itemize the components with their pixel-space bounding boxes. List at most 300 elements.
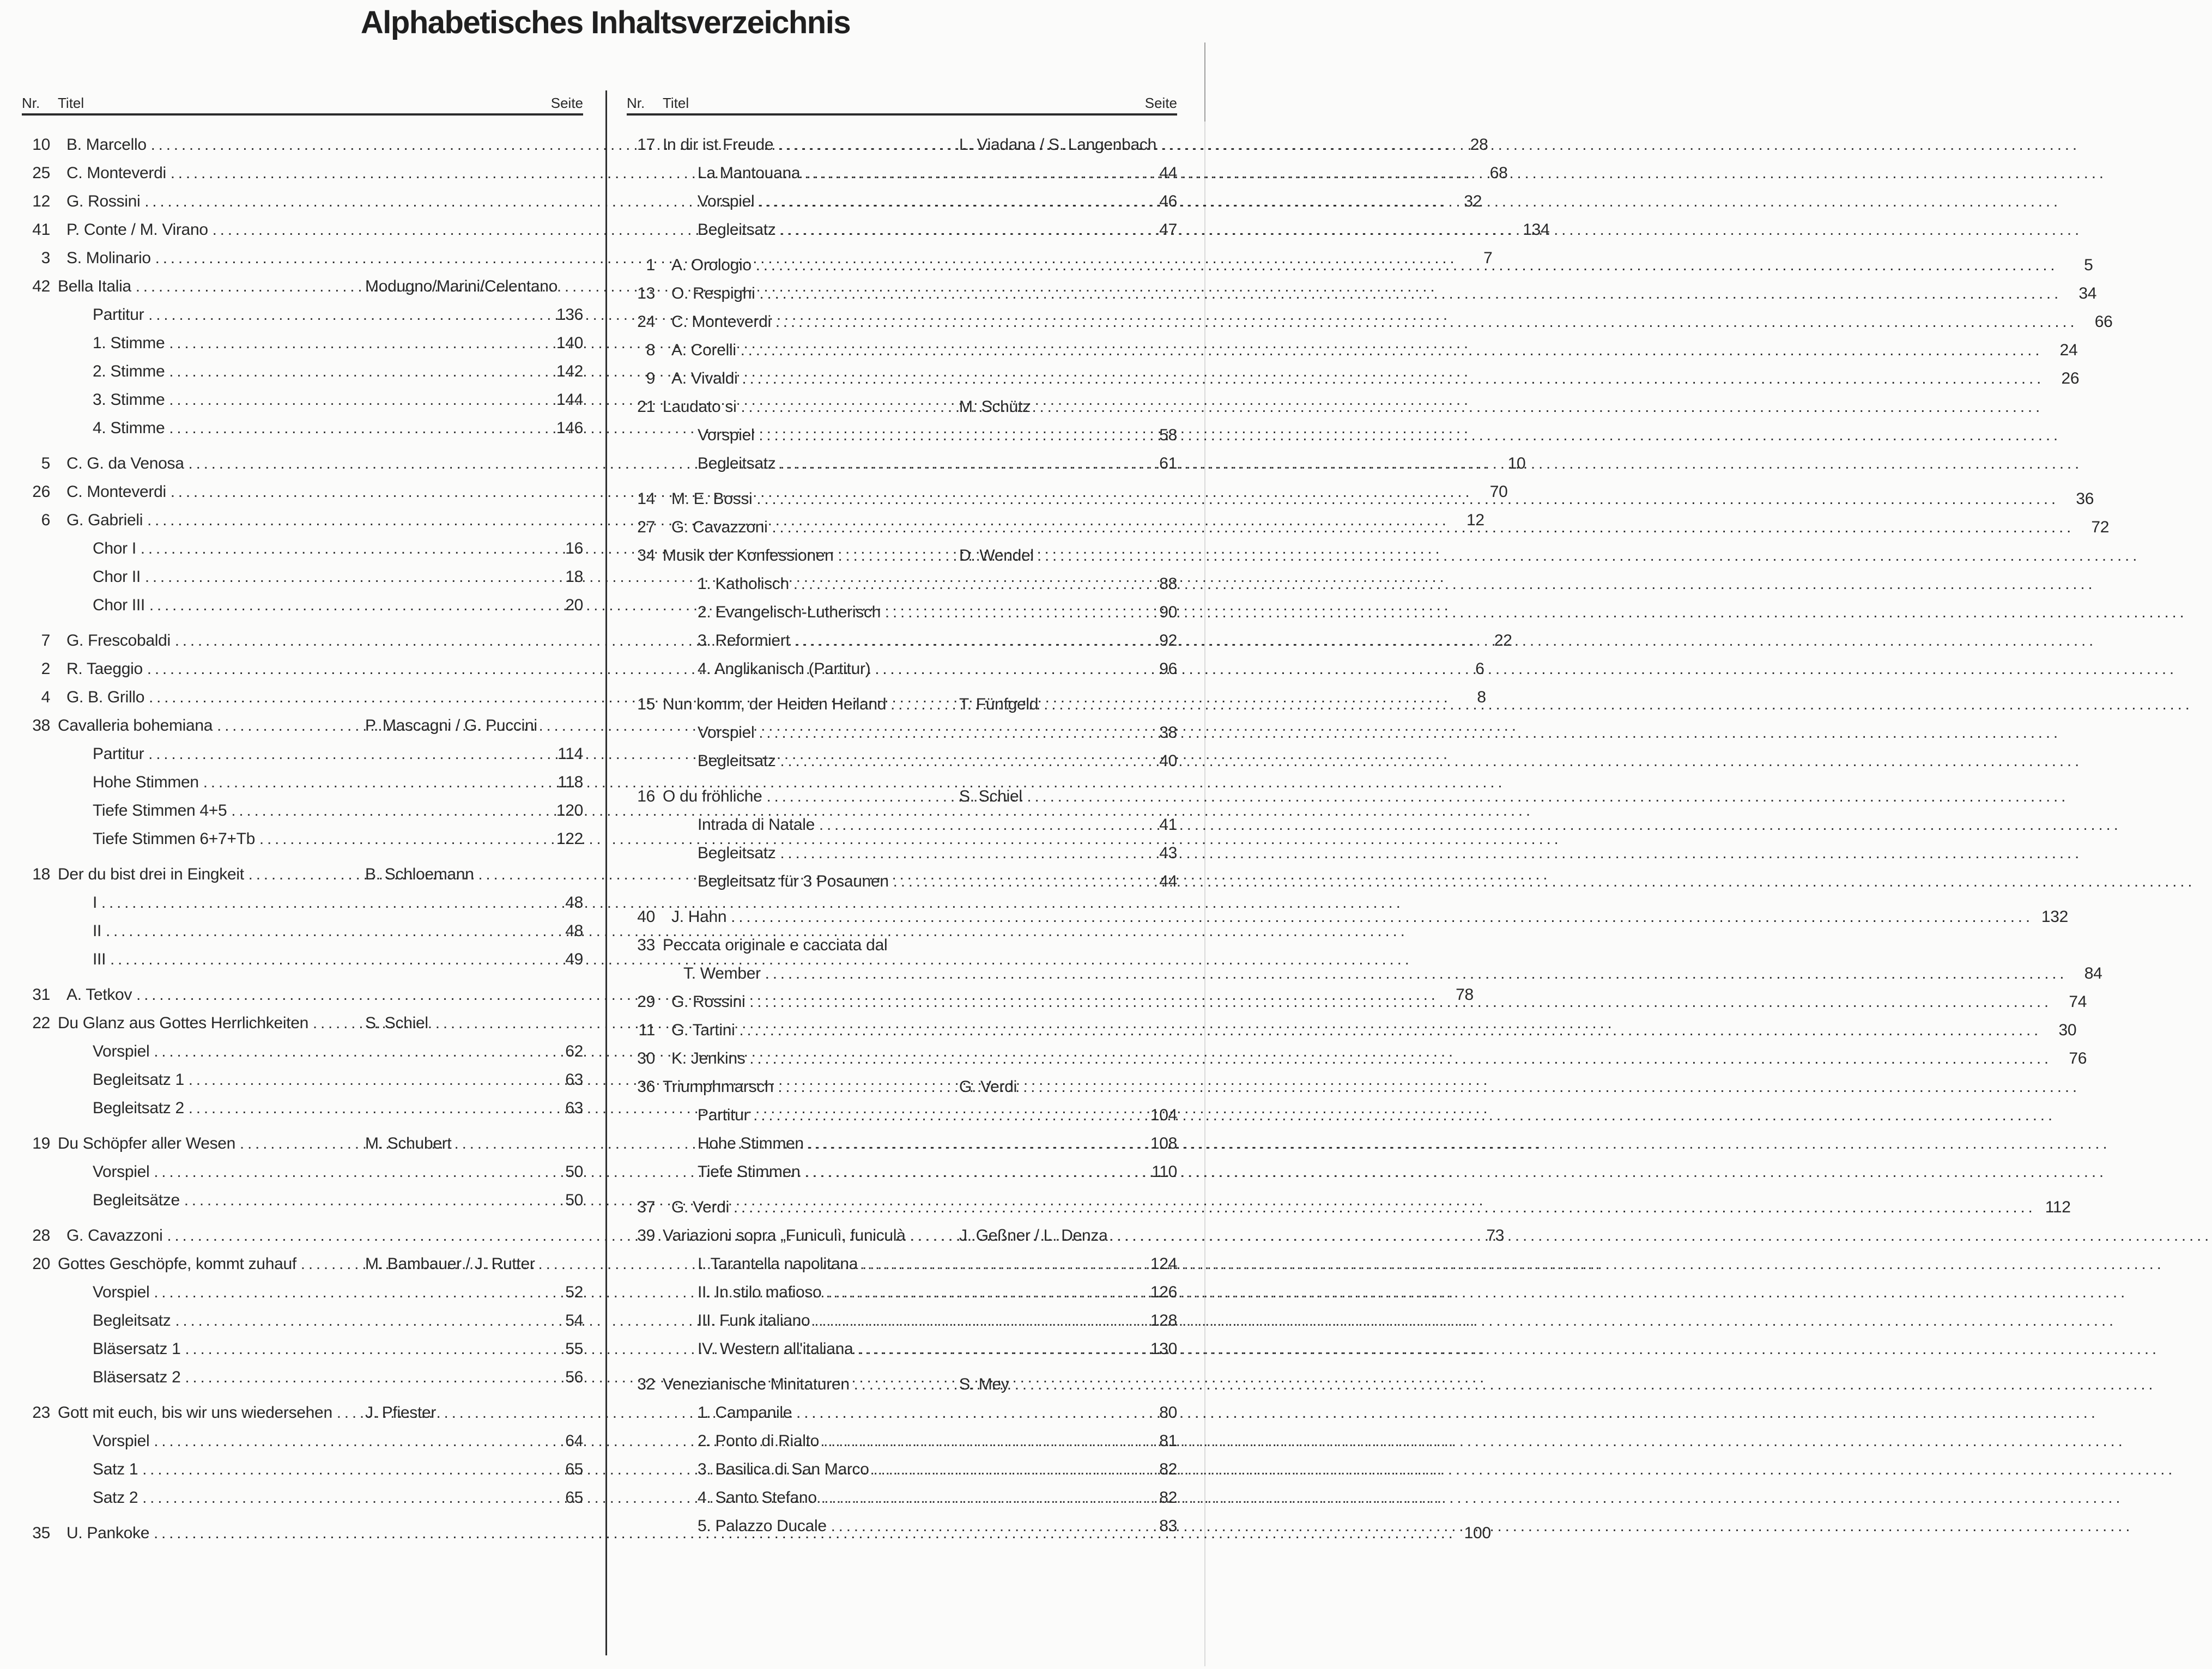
toc-entry bbox=[627, 131, 1177, 159]
toc-subentry bbox=[627, 570, 1177, 598]
entry-number: 38 bbox=[32, 717, 50, 735]
entry-title: Vorspiel bbox=[698, 724, 755, 742]
entry-title: Partitur bbox=[93, 306, 144, 324]
entry-title: Begleitsatz bbox=[698, 454, 776, 472]
toc-entry bbox=[22, 860, 583, 889]
entry-title: Chor I bbox=[93, 539, 136, 557]
dot-leader bbox=[819, 811, 1142, 839]
dot-leader bbox=[814, 1307, 1142, 1335]
composer-cell bbox=[959, 690, 1177, 719]
entry-number: 26 bbox=[32, 483, 50, 501]
entry-title: Vorspiel bbox=[698, 426, 755, 444]
entry-composer: Modugno/Marini/Celentano bbox=[365, 277, 558, 295]
page-number: 40 bbox=[1159, 752, 1177, 770]
dot-leader bbox=[337, 1399, 361, 1427]
entry-title: Cavalleria bohemiana bbox=[58, 717, 213, 735]
dot-leader bbox=[874, 1455, 1142, 1484]
entry-number: 30 bbox=[637, 1049, 655, 1067]
dot-leader bbox=[838, 542, 955, 570]
dot-leader bbox=[796, 1399, 1142, 1427]
entry-composer: O. Respighi bbox=[671, 284, 755, 302]
dot-leader bbox=[142, 1484, 548, 1512]
dot-leader bbox=[749, 1045, 2052, 1073]
entry-title: Satz 1 bbox=[93, 1460, 138, 1478]
page-number: 72 bbox=[2091, 518, 2110, 536]
entry-number: 40 bbox=[637, 908, 655, 926]
page-number: 88 bbox=[1159, 575, 1177, 593]
entry-number: 16 bbox=[637, 787, 655, 805]
dot-leader bbox=[185, 1335, 548, 1363]
dot-leader bbox=[169, 414, 548, 442]
page-number: 140 bbox=[556, 334, 583, 352]
entry-number: 39 bbox=[637, 1227, 655, 1245]
entry-title: IV. Western all'italiana bbox=[698, 1340, 853, 1358]
page-number: 100 bbox=[1464, 1524, 1491, 1542]
toc-entry bbox=[22, 712, 583, 740]
composer-cell bbox=[671, 251, 2093, 280]
entry-number: 41 bbox=[32, 221, 50, 239]
dot-leader bbox=[110, 945, 548, 974]
dot-leader bbox=[169, 329, 548, 357]
entry-title: Du Schöpfer aller Wesen bbox=[58, 1134, 236, 1152]
dot-leader bbox=[142, 1455, 548, 1484]
entry-title: 3. Basilica di San Marco bbox=[698, 1460, 869, 1478]
entry-title: 2. Evangelisch-Lutherisch bbox=[698, 603, 881, 621]
header-nr: Nr. bbox=[627, 95, 645, 111]
page-number: 65 bbox=[565, 1489, 583, 1507]
composer-cell bbox=[959, 542, 1177, 570]
toc-subentry bbox=[22, 1186, 583, 1215]
toc-entry bbox=[627, 280, 2097, 308]
toc-subentry bbox=[22, 1307, 583, 1335]
page-number: 70 bbox=[1489, 483, 1508, 501]
entry-title: Peccata originale e cacciata dal bbox=[663, 936, 888, 954]
entry-composer: S. Schiel bbox=[959, 787, 1022, 805]
toc-subentry bbox=[22, 563, 583, 591]
page-number: 96 bbox=[1159, 660, 1177, 678]
toc-entry bbox=[627, 931, 1177, 960]
page-number: 108 bbox=[1150, 1134, 1177, 1152]
dot-leader bbox=[767, 782, 955, 811]
composer-cell bbox=[671, 365, 2079, 393]
composer-cell bbox=[365, 1130, 583, 1158]
entry-title: Gottes Geschöpfe, kommt zuhauf bbox=[58, 1255, 296, 1273]
entry-composer: B. Schloemann bbox=[365, 865, 474, 883]
entry-number: 37 bbox=[637, 1198, 655, 1216]
entry-title: Vorspiel bbox=[93, 1042, 150, 1060]
dot-leader bbox=[759, 421, 1142, 450]
entry-title: I bbox=[93, 894, 98, 912]
entry-composer: C. Monteverdi bbox=[66, 164, 166, 182]
entry-title: Chor II bbox=[93, 568, 141, 586]
page-number: 120 bbox=[556, 802, 583, 820]
toc-subentry bbox=[22, 889, 583, 917]
entry-composer: C. Monteverdi bbox=[66, 483, 166, 501]
toc-subentry bbox=[22, 1278, 583, 1307]
entry-composer: A. Corelli bbox=[671, 341, 736, 359]
composer-cell bbox=[959, 131, 1177, 159]
entry-title: Tiefe Stimmen 6+7+Tb bbox=[93, 830, 256, 848]
composer-cell bbox=[959, 1222, 1177, 1250]
dot-leader bbox=[780, 747, 1142, 775]
entry-title: Intrada di Natale bbox=[698, 816, 815, 834]
dot-leader bbox=[185, 1363, 548, 1392]
page-number: 104 bbox=[1150, 1106, 1177, 1124]
toc-entry bbox=[627, 782, 1177, 811]
entry-number: 31 bbox=[32, 986, 50, 1004]
entry-number: 9 bbox=[646, 369, 655, 387]
column-header-right bbox=[627, 93, 1177, 113]
page-number: 46 bbox=[1159, 192, 1177, 210]
page-number: 52 bbox=[565, 1283, 583, 1301]
entry-title: Begleitsatz für 3 Posaunen bbox=[698, 872, 889, 890]
toc-entry bbox=[627, 251, 2093, 280]
dot-leader bbox=[149, 591, 548, 620]
entry-composer: A. Orologio bbox=[671, 256, 752, 274]
toc-entry bbox=[22, 1250, 583, 1278]
toc-subentry bbox=[22, 1158, 583, 1186]
entry-composer: M. Schütz bbox=[959, 398, 1031, 416]
toc-subentry bbox=[22, 386, 583, 414]
page-number: 92 bbox=[1159, 632, 1177, 650]
toc-entry bbox=[627, 365, 2080, 393]
entry-number: 14 bbox=[637, 490, 655, 508]
toc-entry bbox=[22, 272, 583, 301]
entry-title: In dir ist Freude bbox=[663, 136, 774, 154]
dot-leader bbox=[885, 598, 1142, 627]
dot-leader bbox=[301, 1250, 361, 1278]
entry-title: Chor III bbox=[93, 596, 145, 614]
dot-leader bbox=[759, 719, 1142, 747]
toc-entry bbox=[627, 1045, 2087, 1073]
toc-subentry bbox=[22, 357, 583, 386]
entry-number: 22 bbox=[32, 1014, 50, 1032]
entry-title: Partitur bbox=[93, 745, 144, 763]
entry-title: 3. Stimme bbox=[93, 391, 165, 409]
entry-title: Hohe Stimmen bbox=[698, 1134, 804, 1152]
entry-title: Hohe Stimmen bbox=[93, 773, 199, 791]
toc-entry bbox=[627, 393, 1177, 421]
toc-subentry bbox=[22, 1335, 583, 1363]
dot-leader bbox=[101, 889, 548, 917]
page-number: 24 bbox=[2059, 341, 2078, 359]
entry-composer: D. Wendel bbox=[959, 547, 1034, 565]
page-number: 8 bbox=[1477, 688, 1486, 706]
entry-composer: G. Frescobaldi bbox=[66, 632, 171, 650]
page-number: 7 bbox=[1483, 249, 1493, 267]
entry-title: Begleitsatz bbox=[93, 1312, 171, 1330]
dot-leader bbox=[741, 336, 2043, 365]
toc-subentry bbox=[22, 301, 583, 329]
page-number: 18 bbox=[565, 568, 583, 586]
entry-composer: K. Jenkins bbox=[671, 1049, 746, 1067]
entry-title: 1. Katholisch bbox=[698, 575, 789, 593]
entry-number: 7 bbox=[41, 632, 50, 650]
entry-title: 3. Reformiert bbox=[698, 632, 790, 650]
page-number: 110 bbox=[1152, 1163, 1177, 1181]
toc-subentry bbox=[627, 1130, 1177, 1158]
dot-leader bbox=[740, 1016, 2042, 1045]
composer-cell bbox=[365, 1009, 583, 1037]
page-number: 43 bbox=[1159, 844, 1177, 862]
entry-title: II. In stilo mafioso bbox=[698, 1283, 822, 1301]
entry-composer: A. Tetkov bbox=[66, 986, 132, 1004]
dot-leader bbox=[756, 251, 2058, 280]
entry-title: Du Glanz aus Gottes Herrlichkeiten bbox=[58, 1014, 309, 1032]
entry-number: 24 bbox=[637, 313, 655, 331]
entry-title: Begleitsatz 2 bbox=[93, 1099, 184, 1117]
toc-subentry bbox=[627, 421, 1177, 450]
entry-title: Tiefe Stimmen 4+5 bbox=[93, 802, 227, 820]
composer-cell bbox=[365, 272, 583, 301]
dot-leader bbox=[890, 690, 955, 719]
toc-subentry bbox=[22, 797, 583, 825]
dot-leader bbox=[765, 960, 2068, 988]
toc-subentry bbox=[22, 1363, 583, 1392]
composer-cell bbox=[671, 485, 2094, 513]
entry-title: Vorspiel bbox=[93, 1432, 150, 1450]
page-number: 36 bbox=[2076, 490, 2094, 508]
entry-composer: C. Monteverdi bbox=[671, 313, 771, 331]
page-number: 58 bbox=[1159, 426, 1177, 444]
entry-title: Tiefe Stimmen bbox=[698, 1163, 801, 1181]
toc-subentry bbox=[22, 329, 583, 357]
entry-composer: G. B. Grillo bbox=[66, 688, 145, 706]
composer-cell bbox=[959, 1073, 1177, 1101]
entry-number: 19 bbox=[32, 1134, 50, 1152]
entry-title: Satz 2 bbox=[93, 1489, 138, 1507]
page-number: 48 bbox=[565, 922, 583, 940]
toc-entry bbox=[627, 1073, 1177, 1101]
toc-entry bbox=[627, 690, 1177, 719]
entry-number: 15 bbox=[637, 695, 655, 713]
dot-leader bbox=[772, 513, 2074, 542]
column-header-left bbox=[22, 93, 583, 113]
dot-leader bbox=[175, 1307, 548, 1335]
toc-subentry bbox=[627, 1427, 1177, 1455]
entry-number: 32 bbox=[637, 1375, 655, 1393]
entry-title: Venezianische Minitaturen bbox=[663, 1375, 850, 1393]
toc-subentry bbox=[22, 535, 583, 563]
entry-number: 33 bbox=[637, 936, 655, 954]
dot-leader bbox=[857, 1335, 1142, 1363]
page-number: 44 bbox=[1159, 164, 1177, 182]
dot-leader bbox=[804, 1158, 1142, 1186]
dot-leader bbox=[893, 867, 1142, 896]
page-number: 82 bbox=[1159, 1460, 1177, 1478]
dot-leader bbox=[808, 1130, 1142, 1158]
entry-composer: M. Schubert bbox=[365, 1134, 452, 1152]
entry-title: II bbox=[93, 922, 102, 940]
page-number: 12 bbox=[1466, 511, 1484, 529]
entry-number: 8 bbox=[646, 341, 655, 359]
entry-title: 4. Santo Stefano bbox=[698, 1489, 817, 1507]
toc-subentry bbox=[627, 839, 1177, 867]
toc-subentry bbox=[22, 1066, 583, 1094]
entry-composer: S. Schiel bbox=[365, 1014, 428, 1032]
entry-number: 36 bbox=[637, 1078, 655, 1096]
page-number: 38 bbox=[1159, 724, 1177, 742]
toc-entry bbox=[627, 336, 2078, 365]
page-number: 78 bbox=[1456, 986, 1474, 1004]
page-number: 122 bbox=[556, 830, 583, 848]
entry-number: 27 bbox=[637, 518, 655, 536]
dot-leader bbox=[780, 839, 1142, 867]
entry-number: 13 bbox=[637, 284, 655, 302]
dot-leader bbox=[136, 272, 361, 301]
entry-number: 25 bbox=[32, 164, 50, 182]
composer-cell bbox=[683, 960, 2102, 988]
entry-title: Musik der Konfessionen bbox=[663, 547, 834, 565]
dot-leader bbox=[753, 1101, 1142, 1130]
page-number: 114 bbox=[557, 745, 583, 763]
entry-title: Nun komm, der Heiden Heiland bbox=[663, 695, 887, 713]
entry-composer: R. Taeggio bbox=[66, 660, 143, 678]
page-number: 90 bbox=[1159, 603, 1177, 621]
page-number: 10 bbox=[1507, 454, 1526, 472]
toc-subentry bbox=[22, 1094, 583, 1122]
entry-title: Vorspiel bbox=[698, 192, 755, 210]
toc-subentry bbox=[627, 867, 1177, 896]
header-seite: Seite bbox=[550, 95, 583, 111]
page-number: 63 bbox=[565, 1071, 583, 1089]
entry-title: 2. Stimme bbox=[93, 362, 165, 380]
entry-title: 5. Palazzo Ducale bbox=[698, 1517, 827, 1535]
entry-number: 28 bbox=[32, 1227, 50, 1245]
page-number: 66 bbox=[2094, 313, 2113, 331]
dot-leader bbox=[141, 535, 548, 563]
toc-subentry bbox=[627, 187, 1177, 216]
dot-leader bbox=[742, 365, 2045, 393]
entry-composer: P. Conte / M. Virano bbox=[66, 221, 208, 239]
composer-cell bbox=[365, 860, 583, 889]
page-number: 34 bbox=[2078, 284, 2097, 302]
dot-leader bbox=[756, 485, 2059, 513]
entry-title: III. Funk italiano bbox=[698, 1312, 810, 1330]
toc-subentry bbox=[22, 591, 583, 620]
toc-entry bbox=[22, 1130, 583, 1158]
page-number: 30 bbox=[2058, 1021, 2077, 1039]
page-number: 28 bbox=[1470, 136, 1488, 154]
page-number: 5 bbox=[2084, 256, 2093, 274]
toc-subentry bbox=[627, 719, 1177, 747]
toc-entry bbox=[627, 542, 1177, 570]
toc-subentry bbox=[627, 811, 1177, 839]
composer-cell bbox=[671, 336, 2077, 365]
entry-title: Der du bist drei in Eingkeit bbox=[58, 865, 244, 883]
entry-composer: G. Rossini bbox=[66, 192, 141, 210]
dot-leader bbox=[778, 1073, 955, 1101]
composer-cell bbox=[365, 712, 583, 740]
toc-subentry bbox=[22, 1484, 583, 1512]
entry-title: O du fröhliche bbox=[663, 787, 762, 805]
dot-leader bbox=[154, 1158, 548, 1186]
dot-leader bbox=[734, 1193, 2036, 1222]
page-number: 128 bbox=[1150, 1312, 1177, 1330]
entry-title: Gott mit euch, bis wir uns wiedersehen bbox=[58, 1404, 332, 1422]
page-number: 16 bbox=[565, 539, 583, 557]
entry-number: 6 bbox=[41, 511, 50, 529]
page-number: 65 bbox=[565, 1460, 583, 1478]
entry-composer: G. Verdi bbox=[671, 1198, 729, 1216]
toc-subentry bbox=[22, 917, 583, 945]
page-number: 80 bbox=[1159, 1404, 1177, 1422]
page-number: 83 bbox=[1159, 1517, 1177, 1535]
entry-title: Vorspiel bbox=[93, 1283, 150, 1301]
entry-title: Begleitsatz bbox=[698, 752, 776, 770]
entry-title: Triumphmarsch bbox=[663, 1078, 774, 1096]
entry-title: Begleitsatz bbox=[698, 844, 776, 862]
entry-title: Vorspiel bbox=[93, 1163, 150, 1181]
page-number: 50 bbox=[565, 1191, 583, 1209]
toc-subentry bbox=[22, 740, 583, 768]
dot-leader bbox=[794, 627, 1142, 655]
entry-number: 20 bbox=[32, 1255, 50, 1273]
composer-cell bbox=[959, 782, 1177, 811]
entry-title: Variazioni sopra „Funiculì, funiculà bbox=[663, 1227, 906, 1245]
entry-composer: J. Pfiester bbox=[365, 1404, 437, 1422]
toc-entry bbox=[22, 1399, 583, 1427]
toc-subentry bbox=[627, 1399, 1177, 1427]
entry-title: Begleitsatz bbox=[698, 221, 776, 239]
composer-cell bbox=[365, 1250, 583, 1278]
composer-cell bbox=[671, 308, 2113, 336]
page-number: 112 bbox=[2045, 1198, 2071, 1216]
header-titel: Titel bbox=[663, 95, 689, 111]
dot-leader bbox=[793, 570, 1142, 598]
header-nr: Nr. bbox=[22, 95, 40, 111]
page-number: 68 bbox=[1489, 164, 1508, 182]
entry-title: 2. Ponto di Rialto bbox=[698, 1432, 820, 1450]
entry-title: Bläsersatz 2 bbox=[93, 1368, 181, 1386]
toc-entry bbox=[627, 308, 2113, 336]
page-number: 50 bbox=[565, 1163, 583, 1181]
dot-leader bbox=[169, 357, 548, 386]
dot-leader bbox=[854, 1370, 955, 1399]
page-number: 26 bbox=[2061, 369, 2080, 387]
entry-composer: U. Pankoke bbox=[66, 1524, 150, 1542]
entry-number: 11 bbox=[638, 1021, 655, 1039]
toc-subentry bbox=[627, 655, 1177, 683]
page-number: 22 bbox=[1494, 632, 1512, 650]
dot-leader bbox=[831, 1512, 1142, 1540]
composer-cell bbox=[671, 513, 2109, 542]
page-number: 84 bbox=[2084, 964, 2102, 982]
toc-subentry bbox=[627, 1484, 1177, 1512]
page-number: 62 bbox=[565, 1042, 583, 1060]
toc-subentry bbox=[22, 414, 583, 442]
entry-composer: S. Molinario bbox=[66, 249, 151, 267]
page-number: 73 bbox=[1486, 1227, 1505, 1245]
page-number: 130 bbox=[1150, 1340, 1177, 1358]
dot-leader bbox=[189, 1066, 548, 1094]
toc-subentry bbox=[627, 747, 1177, 775]
page-number: 41 bbox=[1159, 816, 1177, 834]
page-number: 64 bbox=[565, 1432, 583, 1450]
composer-cell bbox=[671, 1016, 2076, 1045]
entry-composer: G. Cavazzoni bbox=[671, 518, 768, 536]
dot-leader bbox=[775, 308, 2078, 336]
dot-leader bbox=[875, 655, 1142, 683]
composer-cell bbox=[671, 280, 2096, 308]
toc-entry bbox=[627, 1222, 1177, 1250]
entry-number: 18 bbox=[32, 865, 50, 883]
entry-number: 4 bbox=[41, 688, 50, 706]
entry-composer: M. Bambauer / J. Rutter bbox=[365, 1255, 535, 1273]
entry-title: Laudato si bbox=[663, 398, 737, 416]
toc-subentry bbox=[627, 1158, 1177, 1186]
dot-leader bbox=[106, 917, 548, 945]
